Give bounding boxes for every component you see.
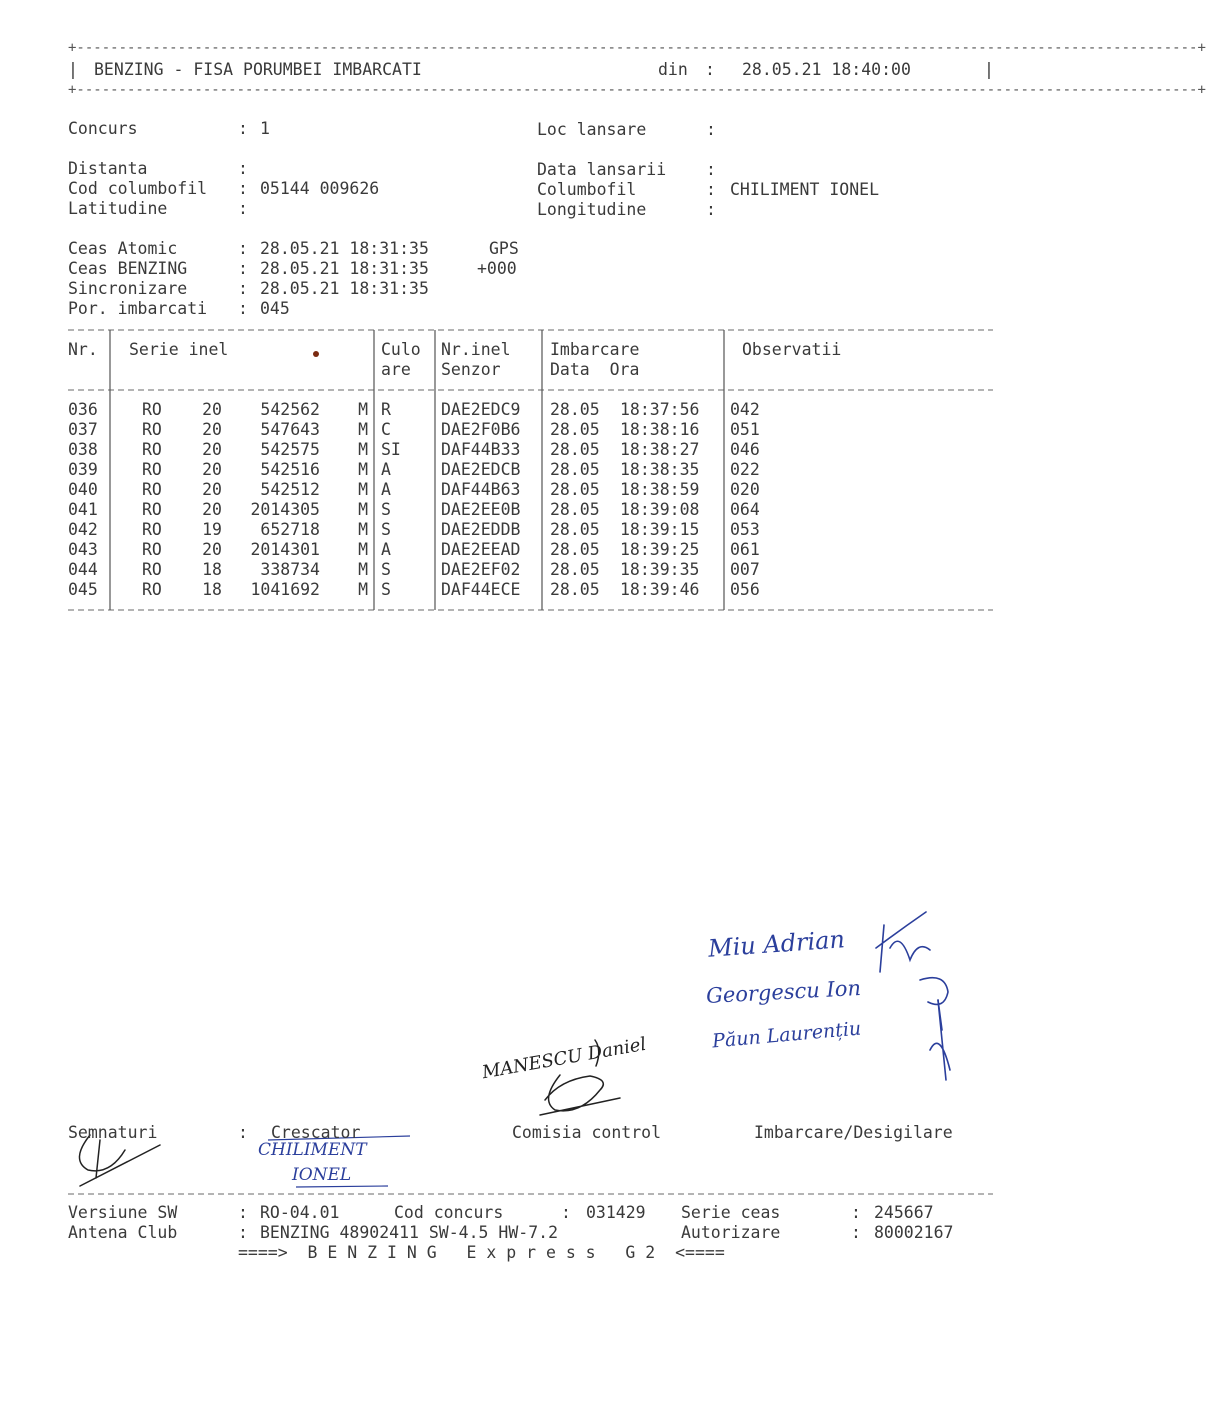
- cell-obs: 056: [730, 580, 760, 599]
- cell-sensor: DAE2EDCB: [441, 460, 521, 479]
- cod-concurs-colon: :: [561, 1203, 571, 1222]
- columbofil-label: Columbofil: [537, 180, 637, 199]
- autorizare-colon: :: [851, 1223, 861, 1242]
- th-imbarcare-1: Imbarcare: [550, 340, 640, 359]
- distanta-label: Distanta: [68, 159, 148, 178]
- th-observatii: Observatii: [742, 340, 842, 359]
- cell-color: R: [381, 400, 391, 419]
- cell-year: 20: [202, 540, 222, 559]
- header-date-value: 28.05.21 18:40:00: [742, 60, 911, 79]
- cell-country: RO: [142, 580, 162, 599]
- cell-ring: 2014301: [250, 540, 320, 559]
- longitudine-label: Longitudine: [537, 200, 647, 219]
- cod-columbofil-label: Cod columbofil: [68, 179, 208, 198]
- cell-ring: 542512: [260, 480, 320, 499]
- cell-country: RO: [142, 460, 162, 479]
- cell-ring: 338734: [260, 560, 320, 579]
- cell-sex: M: [358, 460, 368, 479]
- antena-colon: :: [238, 1223, 248, 1242]
- cell-sex: M: [358, 440, 368, 459]
- cell-country: RO: [142, 500, 162, 519]
- cell-sensor: DAE2EDC9: [441, 400, 521, 419]
- cell-color: S: [381, 520, 391, 539]
- cell-color: C: [381, 420, 391, 439]
- cod-concurs-value: 031429: [586, 1203, 646, 1222]
- cell-color: A: [381, 540, 391, 559]
- cell-year: 19: [202, 520, 222, 539]
- cell-color: A: [381, 480, 391, 499]
- latitudine-colon: :: [238, 199, 248, 218]
- cell-country: RO: [142, 440, 162, 459]
- cell-sensor: DAE2EF02: [441, 560, 521, 579]
- cell-sex: M: [358, 520, 368, 539]
- cell-year: 20: [202, 460, 222, 479]
- concurs-value: 1: [260, 119, 270, 138]
- th-culo-1: Culo: [381, 340, 421, 359]
- cell-nr: 039: [68, 460, 98, 479]
- cell-year: 20: [202, 440, 222, 459]
- cell-sex: M: [358, 420, 368, 439]
- por-imbarcati-label: Por. imbarcati: [68, 299, 208, 318]
- versiune-label: Versiune SW: [68, 1203, 178, 1222]
- semnaturi-label: Semnaturi: [68, 1123, 158, 1142]
- handwritten-commission-3: Păun Laurențiu: [711, 1017, 863, 1053]
- cell-sex: M: [358, 500, 368, 519]
- data-lansarii-colon: :: [706, 160, 716, 179]
- footer-banner: ====> B E N Z I N G E x p r e s s G 2 <====: [238, 1243, 725, 1262]
- columbofil-colon: :: [706, 180, 716, 199]
- ceas-benzing-label: Ceas BENZING: [68, 259, 188, 278]
- cell-time: 18:39:15: [620, 520, 700, 539]
- cell-obs: 022: [730, 460, 760, 479]
- cell-sex: M: [358, 400, 368, 419]
- crescator-label: Crescator: [271, 1123, 361, 1142]
- cell-date: 28.05: [550, 460, 600, 479]
- cell-date: 28.05: [550, 400, 600, 419]
- header-title: BENZING - FISA PORUMBEI IMBARCATI: [94, 60, 422, 79]
- cell-time: 18:38:59: [620, 480, 700, 499]
- cell-color: S: [381, 580, 391, 599]
- imbarcare-desigilare-label: Imbarcare/Desigilare: [754, 1123, 953, 1142]
- longitudine-colon: :: [706, 200, 716, 219]
- cell-nr: 043: [68, 540, 98, 559]
- versiune-value: RO-04.01: [260, 1203, 340, 1222]
- header-border-bottom: +-------------------------------------------------------------------------------------------------------------------------------------+: [68, 82, 1206, 98]
- ceas-atomic-value: 28.05.21 18:31:35: [260, 239, 429, 258]
- cell-obs: 020: [730, 480, 760, 499]
- cell-sex: M: [358, 480, 368, 499]
- cell-date: 28.05: [550, 560, 600, 579]
- por-imbarcati-colon: :: [238, 299, 248, 318]
- cod-columbofil-value: 05144 009626: [260, 179, 380, 198]
- cell-sensor: DAF44B33: [441, 440, 521, 459]
- cell-year: 20: [202, 480, 222, 499]
- handwritten-control-name: MANESCU Daniel: [480, 1033, 648, 1084]
- cell-year: 18: [202, 580, 222, 599]
- cell-date: 28.05: [550, 580, 600, 599]
- th-nr: Nr.: [68, 340, 98, 359]
- cell-nr: 044: [68, 560, 98, 579]
- cell-ring: 652718: [260, 520, 320, 539]
- cell-date: 28.05: [550, 480, 600, 499]
- cell-country: RO: [142, 480, 162, 499]
- cell-sensor: DAF44B63: [441, 480, 521, 499]
- ceas-benzing-value: 28.05.21 18:31:35: [260, 259, 429, 278]
- serie-ceas-colon: :: [851, 1203, 861, 1222]
- header-border-top: +-------------------------------------------------------------------------------------------------------------------------------------+: [68, 40, 1206, 56]
- loc-lansare-colon: :: [706, 120, 716, 139]
- cell-time: 18:38:27: [620, 440, 700, 459]
- cell-country: RO: [142, 420, 162, 439]
- cell-obs: 061: [730, 540, 760, 559]
- cell-date: 28.05: [550, 520, 600, 539]
- cell-time: 18:39:08: [620, 500, 700, 519]
- cell-sensor: DAE2EE0B: [441, 500, 521, 519]
- cell-nr: 042: [68, 520, 98, 539]
- cell-date: 28.05: [550, 440, 600, 459]
- concurs-label: Concurs: [68, 119, 138, 138]
- data-lansarii-label: Data lansarii: [537, 160, 667, 179]
- cell-country: RO: [142, 560, 162, 579]
- cell-nr: 045: [68, 580, 98, 599]
- cod-columbofil-colon: :: [238, 179, 248, 198]
- cell-obs: 051: [730, 420, 760, 439]
- ceas-benzing-colon: :: [238, 259, 248, 278]
- cell-color: S: [381, 500, 391, 519]
- header-colon: :: [705, 60, 715, 79]
- th-nrinel-1: Nr.inel: [441, 340, 511, 359]
- cell-color: SI: [381, 440, 401, 459]
- cell-obs: 007: [730, 560, 760, 579]
- autorizare-value: 80002167: [874, 1223, 954, 1242]
- sincronizare-value: 28.05.21 18:31:35: [260, 279, 429, 298]
- cell-year: 18: [202, 560, 222, 579]
- handwritten-commission-2: Georgescu Ion: [705, 975, 862, 1009]
- cell-ring: 1041692: [250, 580, 320, 599]
- serie-ceas-value: 245667: [874, 1203, 934, 1222]
- cell-color: A: [381, 460, 391, 479]
- handwritten-breeder-1: CHILIMENT: [258, 1140, 367, 1160]
- cell-nr: 037: [68, 420, 98, 439]
- latitudine-label: Latitudine: [68, 199, 168, 218]
- distanta-colon: :: [238, 159, 248, 178]
- semnaturi-colon: :: [238, 1123, 248, 1142]
- handwritten-commission-1: Miu Adrian: [707, 925, 846, 963]
- cell-date: 28.05: [550, 420, 600, 439]
- sincronizare-colon: :: [238, 279, 248, 298]
- ceas-atomic-colon: :: [238, 239, 248, 258]
- cell-date: 28.05: [550, 500, 600, 519]
- cell-time: 18:39:35: [620, 560, 700, 579]
- loc-lansare-label: Loc lansare: [537, 120, 647, 139]
- cell-obs: 064: [730, 500, 760, 519]
- cell-sex: M: [358, 580, 368, 599]
- cell-nr: 040: [68, 480, 98, 499]
- cell-obs: 042: [730, 400, 760, 419]
- ceas-benzing-suffix: +000: [477, 259, 517, 278]
- handwritten-breeder-2: IONEL: [292, 1165, 352, 1185]
- cell-ring: 547643: [260, 420, 320, 439]
- cell-date: 28.05: [550, 540, 600, 559]
- cell-time: 18:38:16: [620, 420, 700, 439]
- cell-year: 20: [202, 500, 222, 519]
- cell-sex: M: [358, 540, 368, 559]
- concurs-colon: :: [238, 119, 248, 138]
- cell-year: 20: [202, 400, 222, 419]
- columbofil-value: CHILIMENT IONEL: [730, 180, 880, 199]
- cell-obs: 046: [730, 440, 760, 459]
- cell-country: RO: [142, 400, 162, 419]
- cell-time: 18:39:46: [620, 580, 700, 599]
- cell-ring: 542516: [260, 460, 320, 479]
- versiune-colon: :: [238, 1203, 248, 1222]
- cell-obs: 053: [730, 520, 760, 539]
- header-right-bar: |: [984, 60, 994, 79]
- cell-sensor: DAF44ECE: [441, 580, 521, 599]
- header-date-label: din: [658, 60, 688, 79]
- cell-time: 18:39:25: [620, 540, 700, 559]
- th-serie: Serie inel: [129, 340, 229, 359]
- cell-nr: 036: [68, 400, 98, 419]
- cell-country: RO: [142, 540, 162, 559]
- cell-ring: 2014305: [250, 500, 320, 519]
- cell-country: RO: [142, 520, 162, 539]
- header-left-bar: |: [68, 60, 78, 79]
- cell-sensor: DAE2EEAD: [441, 540, 521, 559]
- th-nrinel-2: Senzor: [441, 360, 501, 379]
- antena-value: BENZING 48902411 SW-4.5 HW-7.2: [260, 1223, 559, 1242]
- sincronizare-label: Sincronizare: [68, 279, 188, 298]
- autorizare-label: Autorizare: [681, 1223, 781, 1242]
- cell-ring: 542575: [260, 440, 320, 459]
- cell-ring: 542562: [260, 400, 320, 419]
- cell-sensor: DAE2F0B6: [441, 420, 521, 439]
- th-culo-2: are: [381, 360, 411, 379]
- ceas-atomic-suffix: GPS: [489, 239, 519, 258]
- cell-nr: 041: [68, 500, 98, 519]
- cod-concurs-label: Cod concurs: [394, 1203, 504, 1222]
- cell-sex: M: [358, 560, 368, 579]
- antena-label: Antena Club: [68, 1223, 178, 1242]
- serie-ceas-label: Serie ceas: [681, 1203, 781, 1222]
- comisia-label: Comisia control: [512, 1123, 662, 1142]
- ceas-atomic-label: Ceas Atomic: [68, 239, 178, 258]
- por-imbarcati-value: 045: [260, 299, 290, 318]
- cell-sensor: DAE2EDDB: [441, 520, 521, 539]
- cell-color: S: [381, 560, 391, 579]
- cell-time: 18:37:56: [620, 400, 700, 419]
- cell-time: 18:38:35: [620, 460, 700, 479]
- th-imbarcare-2: Data Ora: [550, 360, 640, 379]
- cell-year: 20: [202, 420, 222, 439]
- cell-nr: 038: [68, 440, 98, 459]
